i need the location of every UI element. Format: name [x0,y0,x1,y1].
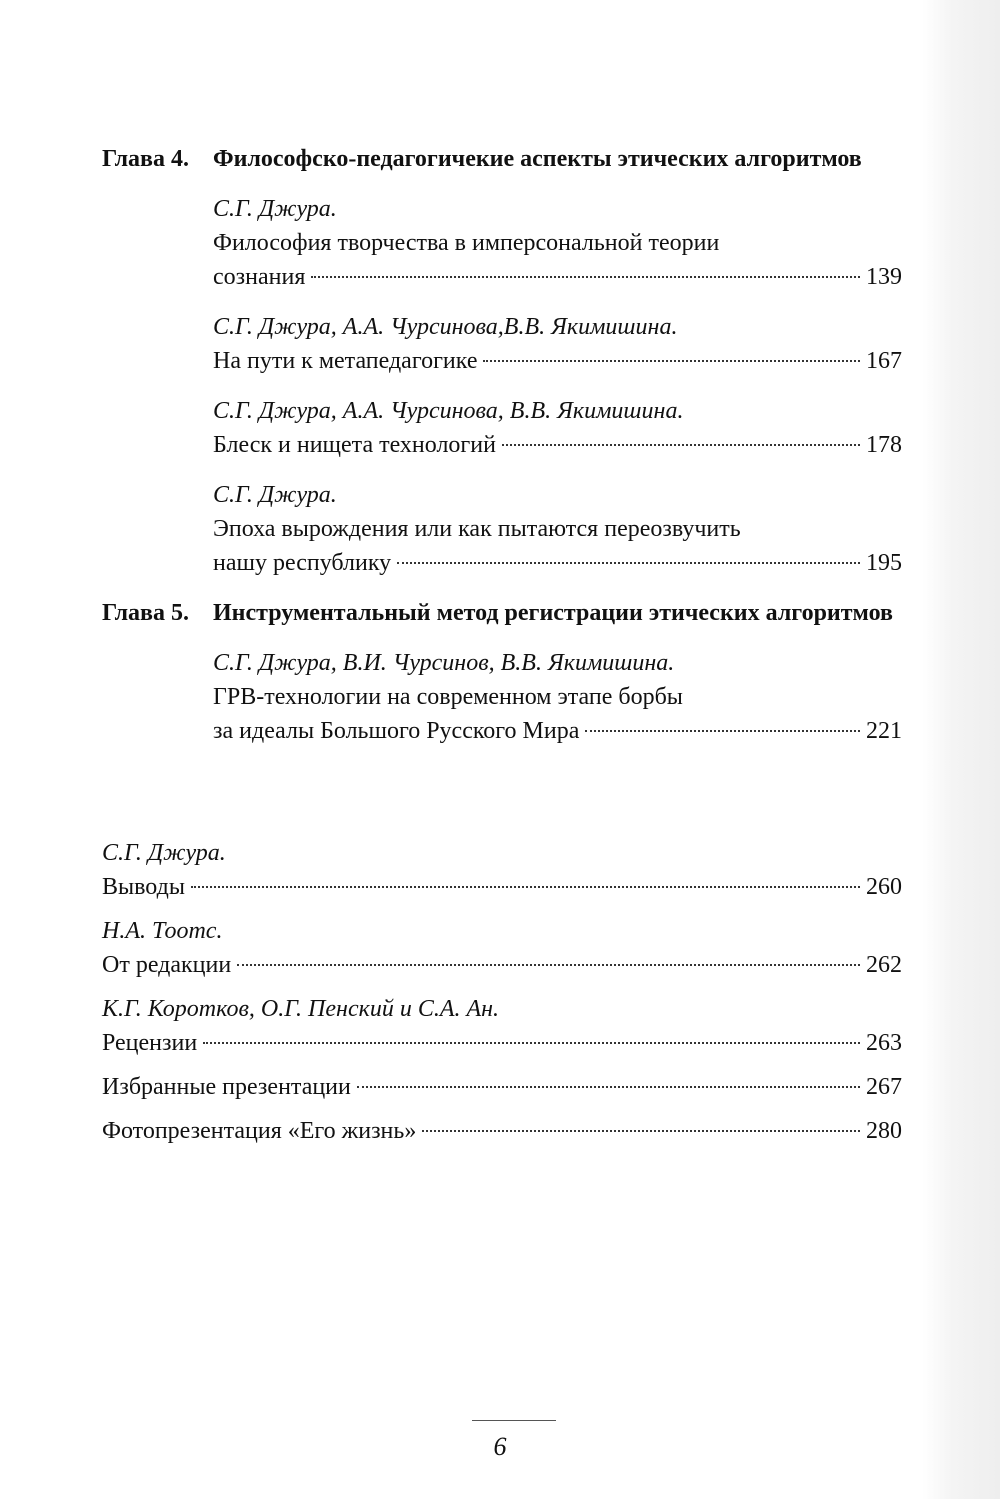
toc-entry[interactable] [213,478,902,580]
chapter-label: Глава 5. [102,600,189,626]
toc-entry[interactable] [102,836,902,904]
entry-page-number: 280 [866,1118,902,1144]
entry-title-line: нашу республику [213,550,392,576]
dot-leader [191,886,860,888]
entry-title-line: ГРВ-технологии на современном этапе борбы [213,684,683,710]
back-matter-section [102,826,902,1148]
entry-authors: Н.А. Тоотс. [102,918,223,944]
chapter-entries [213,646,902,748]
chapter-heading [102,596,902,630]
entry-title-line: Философия творчества в имперсональной теории [213,230,720,256]
entry-title-line: Выводы [102,874,185,900]
chapter-title: Философско-педагогичекие аспекты этических алгоритмов [213,146,862,172]
entry-authors: С.Г. Джура, В.И. Чурсинов, В.В. Якимишина. [213,650,675,676]
dot-leader [502,444,860,446]
toc-entry[interactable] [213,310,902,378]
chapter-4-section [102,142,902,580]
chapter-5-section [102,596,902,748]
entry-title-line: Блеск и нищета технологий [213,432,496,458]
entry-title-line: Фотопрезентация «Его жизнь» [102,1118,417,1144]
toc-entry[interactable] [213,646,902,748]
dot-leader [483,360,860,362]
page-number: 6 [493,1432,507,1461]
entry-authors: С.Г. Джура. [213,482,337,508]
entry-authors: С.Г. Джура. [102,840,226,866]
chapter-title: Инструментальный метод регистрации этических алгоритмов [213,600,893,626]
dot-leader [311,276,860,278]
dot-leader [422,1130,860,1132]
entry-page-number: 262 [866,952,902,978]
entry-title-line: Рецензии [102,1030,198,1056]
dot-leader [357,1086,860,1088]
toc-entry[interactable] [213,192,902,294]
entry-page-number: 167 [866,348,902,374]
entry-title-line: Избранные презентации [102,1074,351,1100]
toc-entry[interactable] [102,992,902,1060]
toc-entry[interactable] [102,914,902,982]
entry-authors: К.Г. Коротков, О.Г. Пенский и С.А. Ан. [102,996,500,1022]
entry-authors: С.Г. Джура, А.А. Чурсинова, В.В. Якимишина. [213,398,684,424]
dot-leader [585,730,860,732]
dot-leader [397,562,860,564]
entry-title-line: От редакции [102,952,232,978]
footer-rule [472,1420,556,1421]
entry-authors: С.Г. Джура. [213,196,337,222]
toc-entry[interactable] [213,394,902,462]
chapter-entries [213,192,902,580]
entry-page-number: 263 [866,1030,902,1056]
entry-page-number: 195 [866,550,902,576]
chapter-heading [102,142,902,176]
dot-leader [237,964,860,966]
toc-entry[interactable] [102,1114,902,1148]
entry-title-line: Эпоха вырождения или как пытаются переозвучить [213,516,741,542]
toc-entry[interactable] [102,1070,902,1104]
entry-page-number: 178 [866,432,902,458]
page-edge-shadow [922,0,1000,1499]
entry-title-line: сознания [213,264,306,290]
entry-title-line: за идеалы Большого Русского Мира [213,718,580,744]
chapter-label: Глава 4. [102,146,189,172]
entry-page-number: 139 [866,264,902,290]
entry-page-number: 221 [866,718,902,744]
entry-title-line: На пути к метапедагогике [213,348,478,374]
entry-authors: С.Г. Джура, А.А. Чурсинова,В.В. Якимишина. [213,314,678,340]
entry-page-number: 260 [866,874,902,900]
dot-leader [203,1042,860,1044]
entry-page-number: 267 [866,1074,902,1100]
